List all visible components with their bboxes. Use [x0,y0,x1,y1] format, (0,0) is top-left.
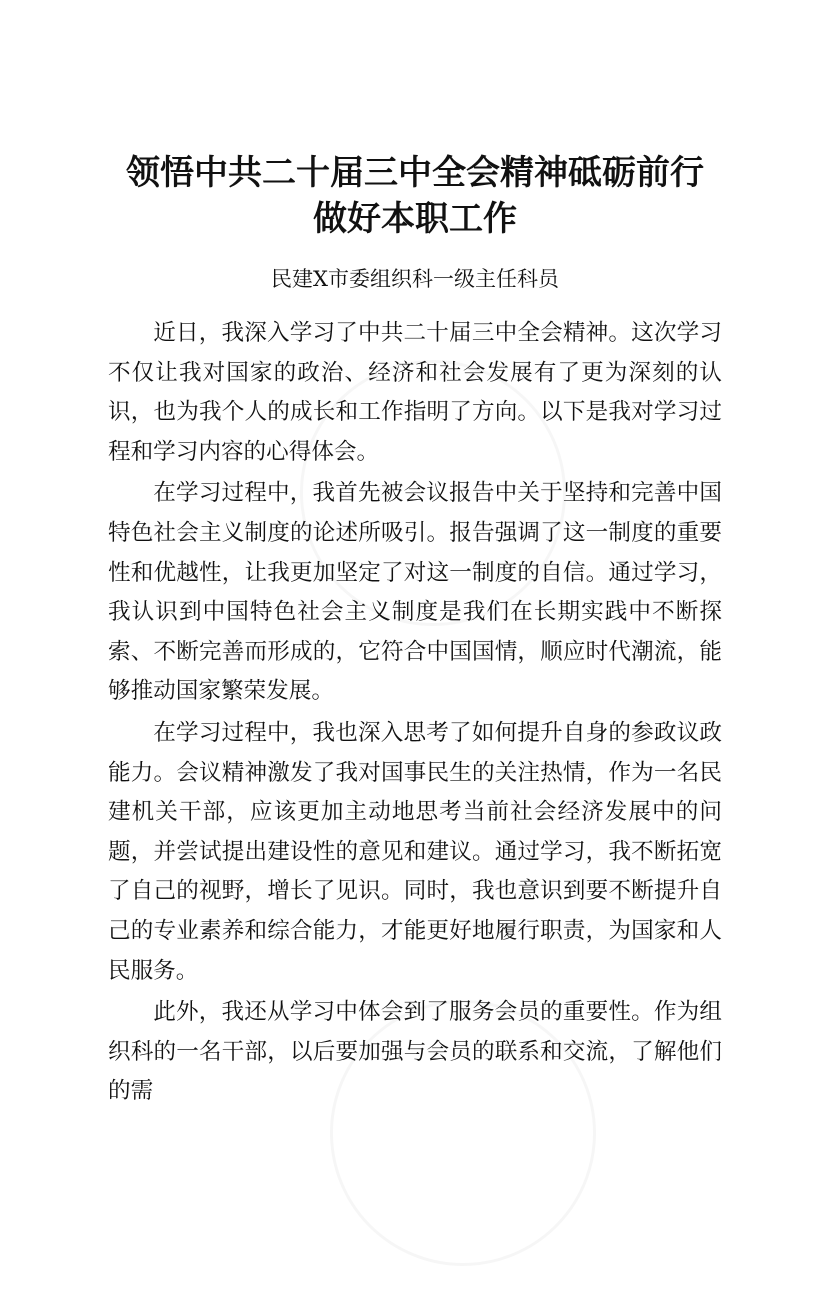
paragraph: 在学习过程中，我首先被会议报告中关于坚持和完善中国特色社会主义制度的论述所吸引。报告强调了这一制度的重要性和优越性，让我更加坚定了对这一制度的自信。通过学习，我认识到中国特色社会主义制度是我们在长期实践中不断探索、不断完善而形成的，它符合中国国情，顺应时代潮流，能够推动国家繁荣发展。 [108,480,722,705]
paragraph: 此外，我还从学习中体会到了服务会员的重要性。作为组织科的一名干部，以后要加强与会员的联系和交流，了解他们的需 [108,999,722,1105]
paragraph: 近日，我深入学习了中共二十届三中全会精神。这次学习不仅让我对国家的政治、经济和社会发展有了更为深刻的认识，也为我个人的成长和工作指明了方向。以下是我对学习过程和学习内容的心得体会。 [108,320,722,465]
paragraph: 在学习过程中，我也深入思考了如何提升自身的参政议政能力。会议精神激发了我对国事民生的关注热情，作为一名民建机关干部，应该更加主动地思考当前社会经济发展中的问题，并尝试提出建设性的意见和建议。通过学习，我不断拓宽了自己的视野，增长了见识。同时，我也意识到要不断提升自己的专业素养和综合能力，才能更好地履行职责，为国家和人民服务。 [108,719,722,984]
author-line: 民建X市委组织科一级主任科员 [271,267,559,291]
document-body [108,314,722,1114]
document-title: 领悟中共二十届三中全会精神砥砺前行做好本职工作 [126,153,704,239]
